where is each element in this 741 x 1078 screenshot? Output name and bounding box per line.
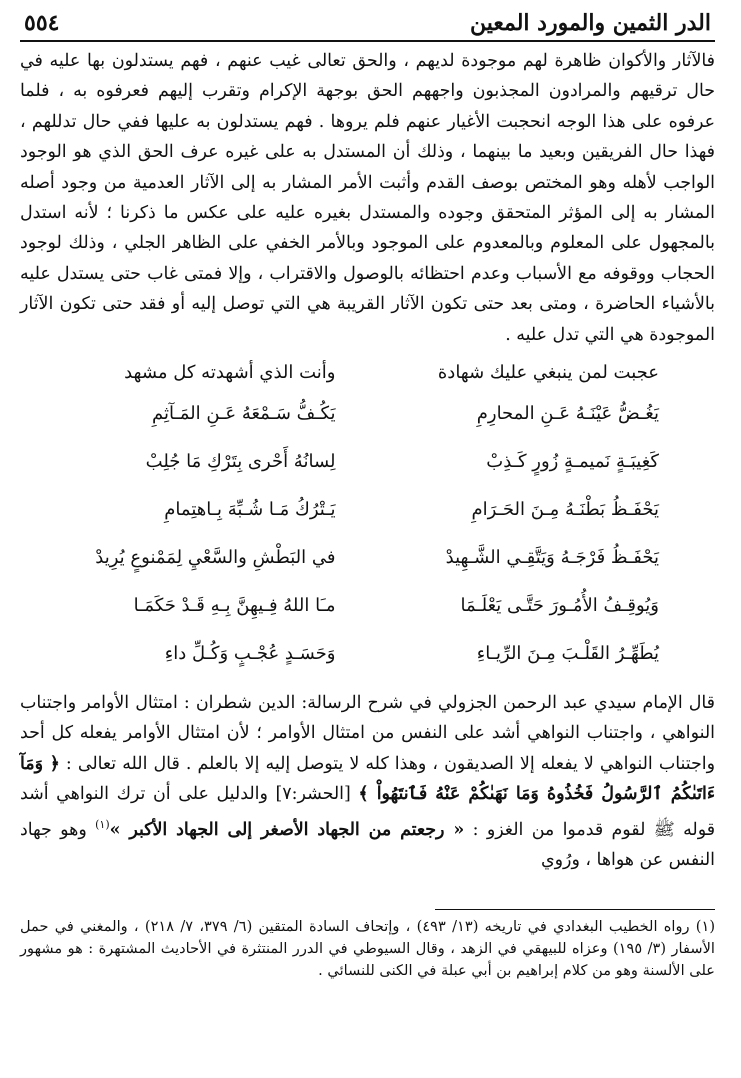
quran-verse: ﴿ وَمَآ ءَاتَىٰكُمُ ٱلرَّسُولُ فَخُذُوهُ وَمَا نَهَىٰكُمْ عَنْهُ فَٱنتَهُواْ ﴾ <box>20 753 716 805</box>
poem-verse-7-sadr: يُطَهِّـرُ القَلْـبَ مِـنَ الرِّيـاءِ <box>476 643 659 665</box>
book-title: الدر الثمين والمورد المعين <box>469 10 711 36</box>
poem-verse-1-ajuz: وأنت الذي أشهدته كل مشهد <box>124 362 336 384</box>
paragraph-2 <box>20 688 715 875</box>
poem <box>60 356 675 678</box>
poem-verse-3-sadr: كَغِيبَـةٍ نَميمـةٍ زُورٍ كَـذِبْ <box>486 451 659 473</box>
footnote-reference: (١) <box>95 817 110 831</box>
poem-verse-4-sadr: يَحْفَـظُ بَطْنَـهُ مِـنَ الحَـرَامِ <box>471 499 659 521</box>
poem-verse-4-ajuz: يَـتْرُكُ مَـا شُـبِّهَ بِـاهتِمامِ <box>164 499 336 521</box>
poem-verse-2-sadr: يَغُـضُّ عَيْنَـهُ عَـنِ المحارِمِ <box>476 403 659 425</box>
paragraph-2-intro: قال الإمام سيدي عبد الرحمن الجزولي في شرح الرسالة: الدين شطران : امتثال الأوامر واجتناب النواهي ، واجتناب النواهي أشد على النفس من امتثال الأوامر ؛ لأن امتثال الأوامر يفعله كل أحد واجتناب النواهي لا يفعله إلا الصديقون ، وهذا كله لا يتوصل إليه إلا بالعلم . قال الله تعالى : <box>20 693 715 774</box>
poem-verse-6-ajuz: مـَا اللهُ فِـيهِنَّ بِـهِ قَـدْ حَكَمَـا <box>133 595 336 617</box>
poem-verse-6-sadr: وَيُوقِـفُ الأُمُـورَ حَتَّـى يَعْلَـمَا <box>460 595 659 617</box>
footnotes <box>20 916 715 982</box>
poem-verse-3-ajuz: لِسانُهُ أَحْرى بِتَرْكِ مَا جُلِبْ <box>145 451 336 473</box>
quran-citation: [الحشر:٧] <box>275 784 351 805</box>
paragraph-1: فالآثار والأكوان ظاهرة لهم موجودة لديهم ، والحق تعالى غيب عنهم ، فهم يستدلون بها عليه في حال ترقيهم والمرادون المجذبون واجههم الحق بوجهة الإكرام وتقرب إليهم فعرفوه به ، فلما عرفوه على هذا الوجه انحجبت الأغيار عنهم فلم يروها . فهم يستدلون به عليها ففي حال تدللهم ، فهذا حال الفريقين وبعيد ما بينهما ، وذلك أن المستدل به على غيره عرف الحق الذي هو الوجود الواجب لأهله وهو المختص بوصف القدم وأثبت الأمر المشار به إلى الآثار العدمية من وجود أصله المشار به إلى المؤثر المتحقق وجوده والمستدل بغيره عليه على عكس ما ذكرنا ؛ لأنه استدل بالمجهول على المعلوم وبالمعدوم على الموجود وبالأمر الخفي على الظاهر الجلي ، وذلك لوجود الحجاب ووقوفه مع الأسباب وعدم احتظائه بالوصول والاقتراب ، وإلا فمتى غاب حتى يستدل عليه بالأشياء الحاضرة ، ومتى بعد حتى تكون الآثار القريبة هي التي توصل إليه أو فقد حتى تكون الآثار الموجودة هي التي تدل عليه . <box>20 51 715 345</box>
main-text <box>20 46 715 350</box>
hadith-quote: « رجعتم من الجهاد الأصغر إلى الجهاد الأكبر » <box>109 819 465 840</box>
paragraph-2-middle: والدليل على أن ترك النواهي أشد قوله ﷺ لقوم قدموا من الغزو : <box>20 784 716 840</box>
book-page <box>0 2 741 1078</box>
running-header <box>20 2 715 42</box>
poem-verse-5-sadr: يَحْفَـظُ فَرْجَـهُ وَيَتَّقِـي الشَّـهِيدْ <box>445 547 659 569</box>
poem-verse-5-ajuz: في البَطْشِ والسَّعْيِ لِمَمْنوعٍ يُرِيدْ <box>95 547 336 569</box>
page-number: ٥٥٤ <box>24 10 60 36</box>
paragraph-2-end: وهو جهاد النفس عن هواها ، ورُوي <box>20 819 715 870</box>
poem-verse-2-ajuz: يَكُـفُّ سَـمْعَهُ عَـنِ المَـآثِمِ <box>152 403 336 425</box>
poem-verse-7-ajuz: وَحَسَـدٍ عُجْـبٍ وَكُـلِّ داءِ <box>164 643 336 665</box>
poem-verse-1-sadr: عجبت لمن ينبغي عليك شهادة <box>437 362 659 384</box>
footnote-divider <box>435 909 715 910</box>
footnote-1: (١) رواه الخطيب البغدادي في تاريخه (١٣/ ٤٩٣) ، وإتحاف السادة المتقين (٦/ ٣٧٩، ٧/ ٢١٨) ، والمغني في حمل الأسفار (٣/ ١٩٥) وعزاه للبيهقي في الزهد ، وقال السيوطي في الدرر المنتثرة في الأحاديث المشتهرة : هو مشهور على الألسنة وهو من كلام إبراهيم بن أبي عبلة في الكنى للنسائي . <box>20 918 716 980</box>
